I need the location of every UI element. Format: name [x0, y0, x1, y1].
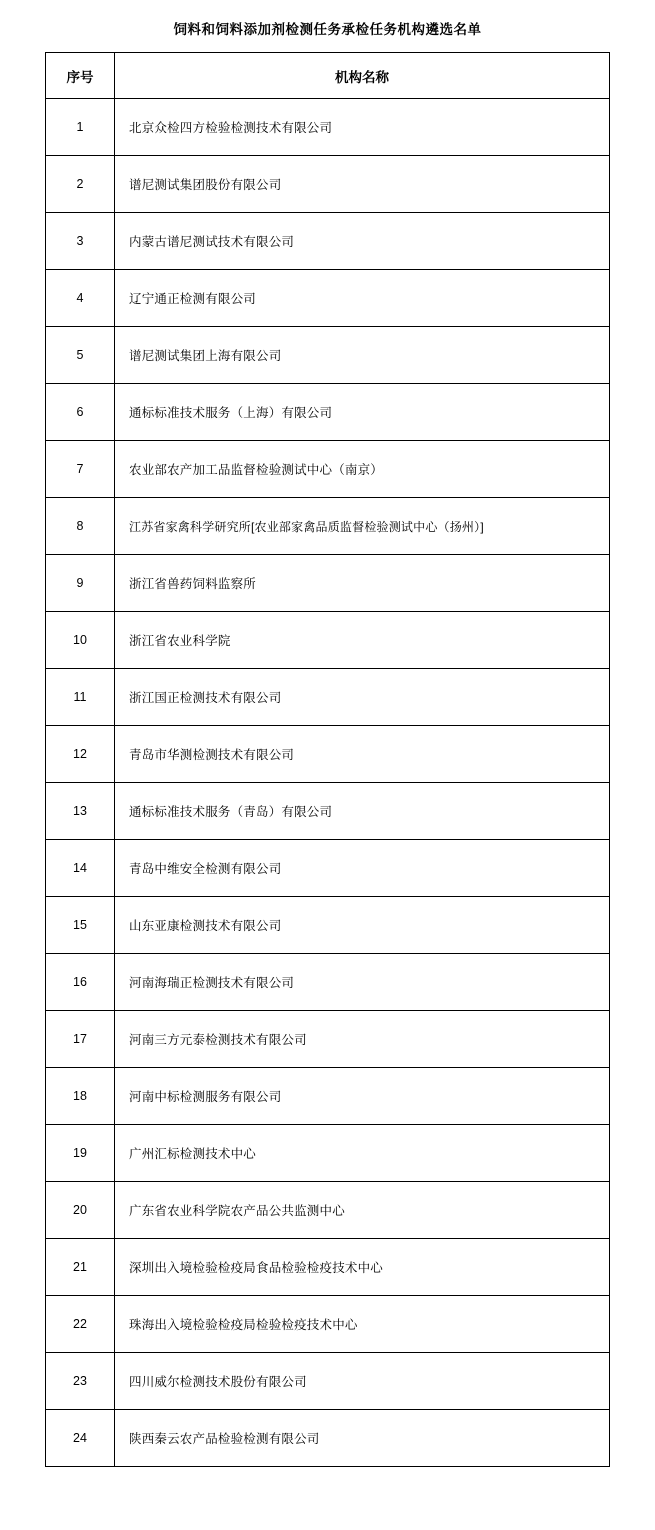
cell-institution-name: 内蒙古谱尼测试技术有限公司 [115, 213, 610, 270]
table-row [46, 270, 610, 327]
cell-institution-name: 山东亚康检测技术有限公司 [115, 897, 610, 954]
cell-institution-name: 浙江省兽药饲料监察所 [115, 555, 610, 612]
column-header-name: 机构名称 [115, 53, 610, 99]
table-row [46, 1353, 610, 1410]
table-container [0, 52, 655, 1467]
cell-institution-name: 通标标准技术服务（上海）有限公司 [115, 384, 610, 441]
cell-no: 12 [46, 726, 115, 783]
table-row [46, 1125, 610, 1182]
cell-no: 1 [46, 99, 115, 156]
cell-institution-name: 青岛市华测检测技术有限公司 [115, 726, 610, 783]
cell-no: 18 [46, 1068, 115, 1125]
table-row [46, 213, 610, 270]
cell-no: 15 [46, 897, 115, 954]
table-row [46, 1296, 610, 1353]
cell-institution-name: 江苏省家禽科学研究所[农业部家禽品质监督检验测试中心（扬州）] [115, 498, 610, 555]
cell-institution-name: 青岛中维安全检测有限公司 [115, 840, 610, 897]
cell-no: 19 [46, 1125, 115, 1182]
table-body [46, 99, 610, 1467]
table-row [46, 327, 610, 384]
table-row [46, 954, 610, 1011]
cell-no: 3 [46, 213, 115, 270]
institution-list-table [45, 52, 610, 1467]
table-row [46, 669, 610, 726]
cell-no: 24 [46, 1410, 115, 1467]
cell-no: 20 [46, 1182, 115, 1239]
cell-no: 7 [46, 441, 115, 498]
table-row [46, 555, 610, 612]
table-row [46, 1239, 610, 1296]
table-row [46, 441, 610, 498]
table-row [46, 612, 610, 669]
page-title: 饲料和饲料添加剂检测任务承检任务机构遴选名单 [173, 22, 482, 37]
table-header-row [46, 53, 610, 99]
cell-no: 8 [46, 498, 115, 555]
cell-institution-name: 北京众检四方检验检测技术有限公司 [115, 99, 610, 156]
table-row [46, 156, 610, 213]
cell-no: 11 [46, 669, 115, 726]
table-row [46, 1011, 610, 1068]
cell-no: 16 [46, 954, 115, 1011]
cell-no: 9 [46, 555, 115, 612]
cell-institution-name: 通标标准技术服务（青岛）有限公司 [115, 783, 610, 840]
table-row [46, 897, 610, 954]
cell-no: 5 [46, 327, 115, 384]
cell-institution-name: 河南中标检测服务有限公司 [115, 1068, 610, 1125]
cell-no: 13 [46, 783, 115, 840]
cell-no: 23 [46, 1353, 115, 1410]
cell-institution-name: 谱尼测试集团上海有限公司 [115, 327, 610, 384]
table-row [46, 99, 610, 156]
cell-institution-name: 广州汇标检测技术中心 [115, 1125, 610, 1182]
cell-no: 21 [46, 1239, 115, 1296]
table-row [46, 840, 610, 897]
cell-institution-name: 浙江国正检测技术有限公司 [115, 669, 610, 726]
table-row [46, 1410, 610, 1467]
cell-institution-name: 河南三方元泰检测技术有限公司 [115, 1011, 610, 1068]
cell-institution-name: 辽宁通正检测有限公司 [115, 270, 610, 327]
cell-no: 22 [46, 1296, 115, 1353]
cell-no: 10 [46, 612, 115, 669]
cell-institution-name: 谱尼测试集团股份有限公司 [115, 156, 610, 213]
table-header [46, 53, 610, 99]
cell-institution-name: 浙江省农业科学院 [115, 612, 610, 669]
table-row [46, 384, 610, 441]
cell-no: 6 [46, 384, 115, 441]
cell-no: 4 [46, 270, 115, 327]
cell-institution-name: 陕西秦云农产品检验检测有限公司 [115, 1410, 610, 1467]
cell-institution-name: 河南海瑞正检测技术有限公司 [115, 954, 610, 1011]
table-row [46, 498, 610, 555]
table-row [46, 726, 610, 783]
cell-institution-name: 四川威尔检测技术股份有限公司 [115, 1353, 610, 1410]
table-row [46, 783, 610, 840]
table-row [46, 1068, 610, 1125]
cell-no: 17 [46, 1011, 115, 1068]
cell-institution-name: 珠海出入境检验检疫局检验检疫技术中心 [115, 1296, 610, 1353]
column-header-no: 序号 [46, 53, 115, 99]
cell-no: 2 [46, 156, 115, 213]
table-row [46, 1182, 610, 1239]
cell-institution-name: 农业部农产加工品监督检验测试中心（南京） [115, 441, 610, 498]
cell-institution-name: 深圳出入境检验检疫局食品检验检疫技术中心 [115, 1239, 610, 1296]
cell-institution-name: 广东省农业科学院农产品公共监测中心 [115, 1182, 610, 1239]
cell-no: 14 [46, 840, 115, 897]
